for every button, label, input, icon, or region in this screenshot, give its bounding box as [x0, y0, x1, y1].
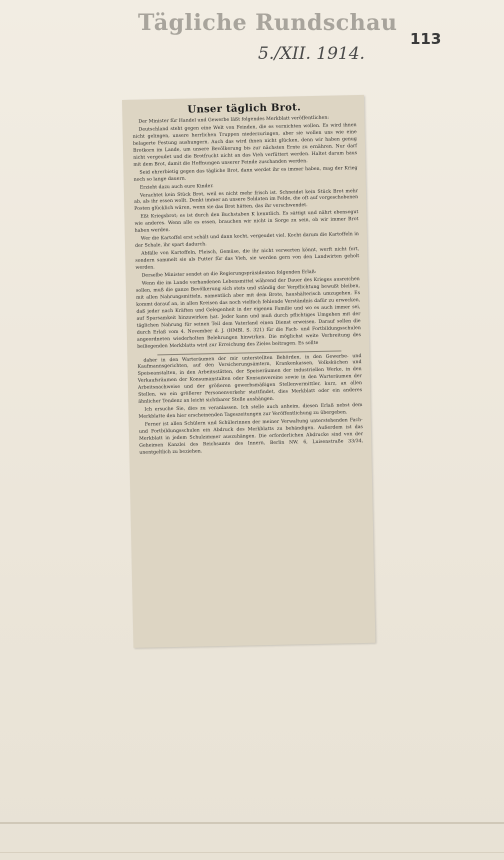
article-paragraph: Der Minister für Handel und Gewerbe läßt folgendes Merkblatt veröffentlichen:: [138, 115, 330, 125]
article-paragraph: Ich ersuche Sie, dies zu veranlassen. Ich stelle auch anheim, diesen Erlaß nebst dem Merkblatte den hier erscheinenden Tageszeitungen zur Veröffentlichung zu übergeben.: [138, 403, 363, 420]
page-bottom-edge: [0, 852, 504, 853]
article-paragraph: Verachtet kein Stück Brot, weil es nicht mehr frisch ist. Schneidet kein Stück Brot mehr ab, als ihr essen wollt. Denkt immer an unsere Soldaten im Felde, die oft auf vorgeschobenen Posten glücklich wären, wenn sie das Brot hätten, das ihr verschwendet.: [134, 188, 359, 213]
article-title: Unser täglich Brot.: [187, 102, 302, 116]
paper-fold-line: [0, 822, 504, 824]
article-paragraph: daher in den Warteräumen der mir unterstellten Behörden, in den Gewerbe- und Kaufmannsgerichten, auf den Versicherungsämtern, Krankenkassen, Volksküchen und Speiseanstalten, in den Arbeitsstätten, der Speiseräumen der industriellen Werke, in den Verkaufsräumen der Konsumanstalten oder Konsumvereine sowie in den Warteräumen der Arbeitsnachweise und der größeren gewerbsmäßigen Stellenvermittler, kurz, an allen Stellen, wo ein größerer Personenverkehr stattfindet, dies Merkblatt oder ein anderes ähnlicher Tendenz an leicht sichtbarer Stelle aushängen.: [137, 353, 363, 405]
article-paragraph: Derselbe Minister sendet an die Regierungspräsidenten folgenden Erlaß:: [141, 269, 317, 279]
clipping-text-column: [132, 101, 363, 458]
newspaper-masthead: Tägliche Rundschau: [138, 10, 398, 36]
article-paragraph: Seid ehrerbietig gegen das tägliche Brot, dann werdet ihr es immer haben, mag der Krieg noch so lange dauern.: [133, 165, 358, 183]
handwritten-date: 5./XII. 1914.: [258, 44, 365, 64]
article-paragraph: Erzieht dazu auch eure Kinder.: [139, 183, 214, 191]
page-number: 113: [410, 30, 442, 48]
article-paragraph: Abfälle von Kartoffeln, Fleisch, Gemüse, die ihr nicht verwerten könnt, werft nicht fort, sondern sammelt sie als Futter für das Vieh, sie werden gern von den Landwirten geholt werden.: [135, 247, 360, 271]
article-paragraph: Ferner ist allen Schülern und Schülerinnen der meiner Verwaltung unterstehenden Fach- und Fortbildungsschulen ein Abdruck des Merkblatts zu behändigen. Außerdem ist das Merkblatt in jedem Schulzimmer auszuhängen. Die erforderlichen Abdrucke sind von der Geheimen Kanzlei des Reichsamts des Innern, Berlin NW. 6, Luisenstraße 33/34, unentgeltlich zu beziehen.: [138, 418, 364, 456]
article-paragraph: Wer die Kartoffel erst schält und dann kocht, vergeudet viel. Kocht darum die Kartoffeln in der Schale, ihr spart dadurch.: [135, 232, 359, 249]
newspaper-clipping: [122, 95, 375, 648]
article-paragraph: Deutschland steht gegen eine Welt von Feinden, die es vernichten wollen. Es wird ihnen nicht gelingen, unsere herrlichen Truppen niederzuringen, aber sie wollen uns wie eine belagerte Festung aushungern. Auch das wird ihnen nicht glücken, denn wir haben genug Brotkorn im Lande, um unsere Bevölkerung bis zur nächsten Ernte zu ernähren. Nur darf nicht vergeudet und die Brotfrucht nicht an das Vieh verfüttert werden. Haltet darum haus mit dem Brot, damit die Hoffnungen unserer Feinde zuschanden werden.: [132, 123, 358, 168]
article-paragraph: Eßt Kriegsbrot; es ist durch den Buchstaben K kenntlich. Es sättigt und nährt ebensogut wie anderes. Wenn alle es essen, brauchen wir nicht in Sorge zu sein, ob wir immer Brot haben werden.: [134, 210, 359, 235]
article-paragraph: Wenn die im Lande vorhandenen Lebensmittel während der Dauer des Krieges ausreichen sollen, muß die ganze Bevölkerung sich stets und ständig der Verpflichtung bewußt bleiben, mit allen Nahrungsmitteln, namentlich aber mit dem Brote, haushälterisch umzugehen. Es kommt darauf an, in allen Kreisen das noch vielfach fehlende Verständnis dafür zu erwecken, daß jeder nach Kräften und Gelegenheit in der eigenen Familie und wo es auch immer sei, auf Sparsamkeit hinzuwirken hat. Jeder kann und muß durch pflichtiges Umgehen mit der täglichen Nahrung für seinen Teil dem Vaterland einen Dienst erweisen. Darauf sollen die durch Erlaß vom 4. November d. J. (HMBl. S. 321) für die Fach- und Fortbildungsschulen angeordneten wiederholten Belehrungen hinwirken. Die möglichst weite Verbreitung des beiliegenden Merkblatts wird zur Erreichung des Zieles beitragen. Es sollte: [135, 277, 362, 350]
